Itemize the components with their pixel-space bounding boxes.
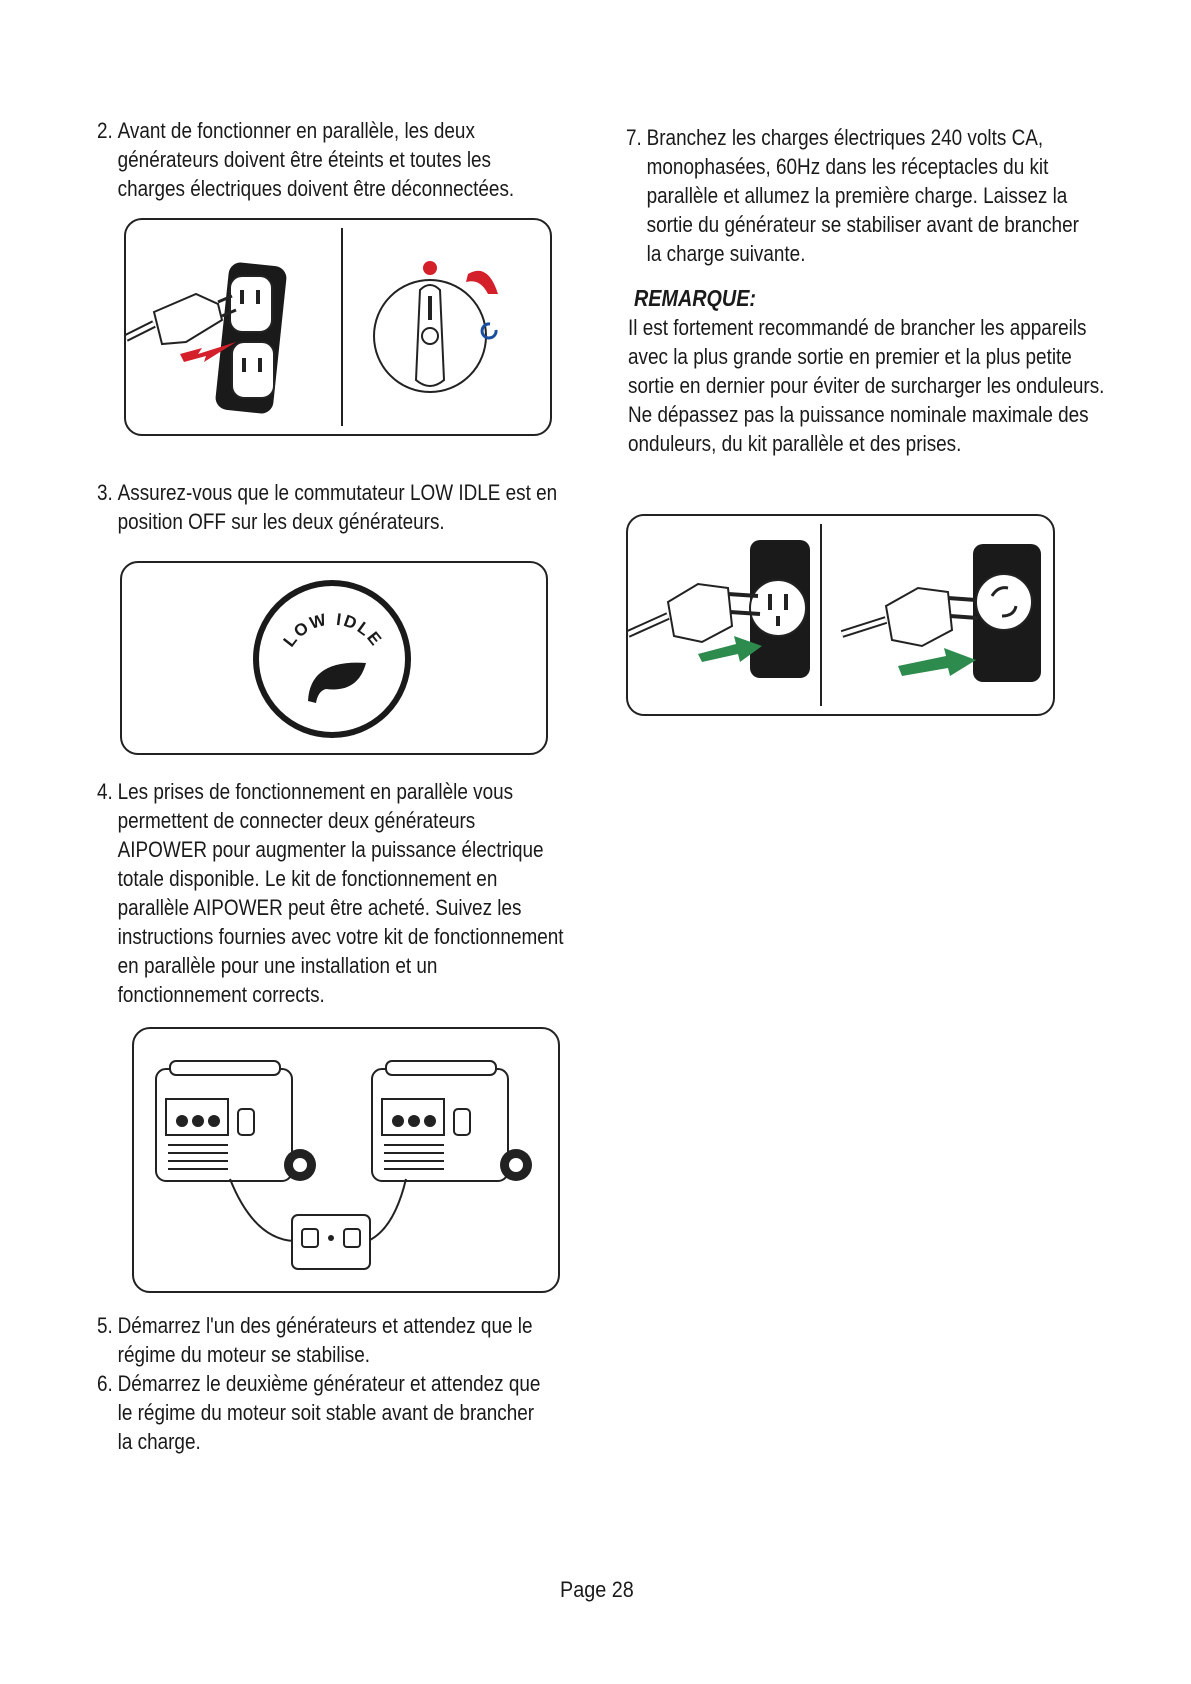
step-2 <box>97 116 544 203</box>
step-text: Branchez les charges électriques 240 volts CA, monophasées, 60Hz dans les réceptacles du kit parallèle et allumez la première charge. Laissez la sortie du générateur se stabiliser avant de brancher la charge suivante. <box>646 125 1079 266</box>
step-number: 7. <box>626 125 642 150</box>
step-number: 3. <box>97 480 113 505</box>
note-title: REMARQUE: <box>634 285 756 311</box>
insert-arrow-right-icon <box>898 648 976 676</box>
generator-right <box>372 1061 532 1181</box>
step-6 <box>97 1369 544 1456</box>
page-number: Page 28 <box>560 1577 634 1602</box>
parallel-cable-left <box>230 1179 294 1241</box>
step-number: 2. <box>97 118 113 143</box>
step-text: Les prises de fonctionnement en parallèle vous permettent de connecter deux générateurs AIPOWER pour augmenter la puissance électrique totale disponible. Le kit de fonctionnement en parallèle AIPOWER peut être acheté. Suivez les instructions fournies avec votre kit de fonctionnement en parallèle pour une installation et un fonctionnement corrects. <box>117 779 564 1007</box>
step-text: Démarrez l'un des générateurs et attendez que le régime du moteur se stabilise. <box>117 1313 533 1367</box>
low-idle-badge <box>256 583 408 735</box>
outlet-illustration <box>214 261 287 414</box>
generator-left <box>156 1061 316 1181</box>
plug-left-illustration <box>628 584 760 642</box>
plug-illustration <box>126 294 236 344</box>
outlet-240v-illustration <box>973 544 1041 682</box>
step-7 <box>626 123 1090 268</box>
figure-plug-in-outlets <box>626 514 1055 716</box>
step-number: 4. <box>97 779 113 804</box>
step-text: Démarrez le deuxième générateur et attendez que le régime du moteur soit stable avant de brancher la charge. <box>117 1371 541 1454</box>
step-text: Avant de fonctionner en parallèle, les deux générateurs doivent être éteints et toutes les charges électriques doivent être déconnectées. <box>117 118 515 201</box>
figure-unplug-and-off <box>124 218 552 436</box>
turn-arrow-icon <box>466 271 498 294</box>
note-body: Il est fortement recommandé de brancher les appareils avec la plus grande sortie en premier et la plus petite sortie en dernier pour éviter de surcharger les onduleurs. Ne dépassez pas la puissance nominale maximale des onduleurs, du kit parallèle et des prises. <box>628 315 1105 456</box>
step-number: 6. <box>97 1371 113 1396</box>
step-4 <box>97 777 566 1009</box>
figure-parallel-generators <box>132 1027 560 1293</box>
low-idle-label: LOW IDLE <box>279 609 387 651</box>
step-number: 5. <box>97 1313 113 1338</box>
figure-low-idle <box>120 561 548 755</box>
step-3 <box>97 478 561 536</box>
parallel-cable-right <box>368 1179 406 1241</box>
parallel-kit <box>292 1215 370 1269</box>
outlet-120v-illustration <box>750 540 810 678</box>
step-5 <box>97 1311 544 1369</box>
step-text: Assurez-vous que le commutateur LOW IDLE est en position OFF sur les deux générateurs. <box>117 480 558 534</box>
plug-right-illustration <box>842 588 978 646</box>
